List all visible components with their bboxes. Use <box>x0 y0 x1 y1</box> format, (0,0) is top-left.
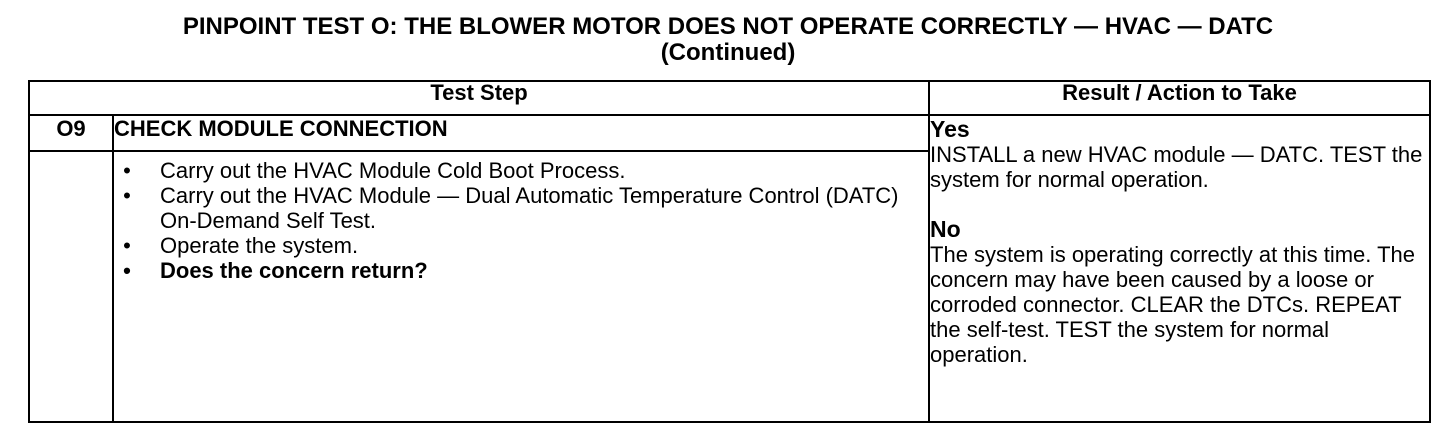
table-header-row <box>29 81 1430 115</box>
list-item <box>114 158 928 183</box>
result-action-cell <box>929 115 1430 422</box>
title-line-2: (Continued) <box>660 39 796 66</box>
step-id-spacer-cell <box>29 151 113 422</box>
title-line-1: PINPOINT TEST O: THE BLOWER MOTOR DOES NOT OPERATE CORRECTLY — HVAC — DATC <box>182 13 1274 40</box>
step-title-row <box>29 115 1430 151</box>
result-no-text: The system is operating correctly at this time. The concern may have been caused by a loose or corroded connector. CLEAR the DTCs. REPEAT the self-test. TEST the system for normal operation. <box>930 242 1416 367</box>
step-instructions-cell <box>113 151 929 422</box>
result-yes-label: Yes <box>930 116 970 142</box>
list-item <box>114 233 928 258</box>
result-action-header: Result / Action to Take <box>929 81 1430 115</box>
list-item <box>114 183 928 233</box>
bullet-icon: • <box>123 258 131 283</box>
result-yes-text: INSTALL a new HVAC module — DATC. TEST the system for normal operation. <box>930 142 1423 192</box>
step-bullet-list <box>114 152 928 283</box>
step-id-cell: O9 <box>29 115 113 151</box>
bullet-icon: • <box>123 233 131 258</box>
bullet-icon: • <box>123 183 131 208</box>
bullet-question-text: Does the concern return? <box>160 258 428 283</box>
bullet-text: Carry out the HVAC Module Cold Boot Process. <box>160 158 626 183</box>
bullet-text: Operate the system. <box>160 233 359 258</box>
pinpoint-test-title <box>0 14 1456 66</box>
result-no-label: No <box>930 216 961 242</box>
pinpoint-test-table <box>28 80 1431 423</box>
list-item <box>114 258 928 283</box>
bullet-icon: • <box>123 158 131 183</box>
result-spacer <box>930 192 1429 216</box>
bullet-text: Carry out the HVAC Module — Dual Automatic Temperature Control (DATC) On-Demand Self Test. <box>160 183 899 233</box>
test-step-header: Test Step <box>29 81 929 115</box>
step-title-cell: CHECK MODULE CONNECTION <box>113 115 929 151</box>
